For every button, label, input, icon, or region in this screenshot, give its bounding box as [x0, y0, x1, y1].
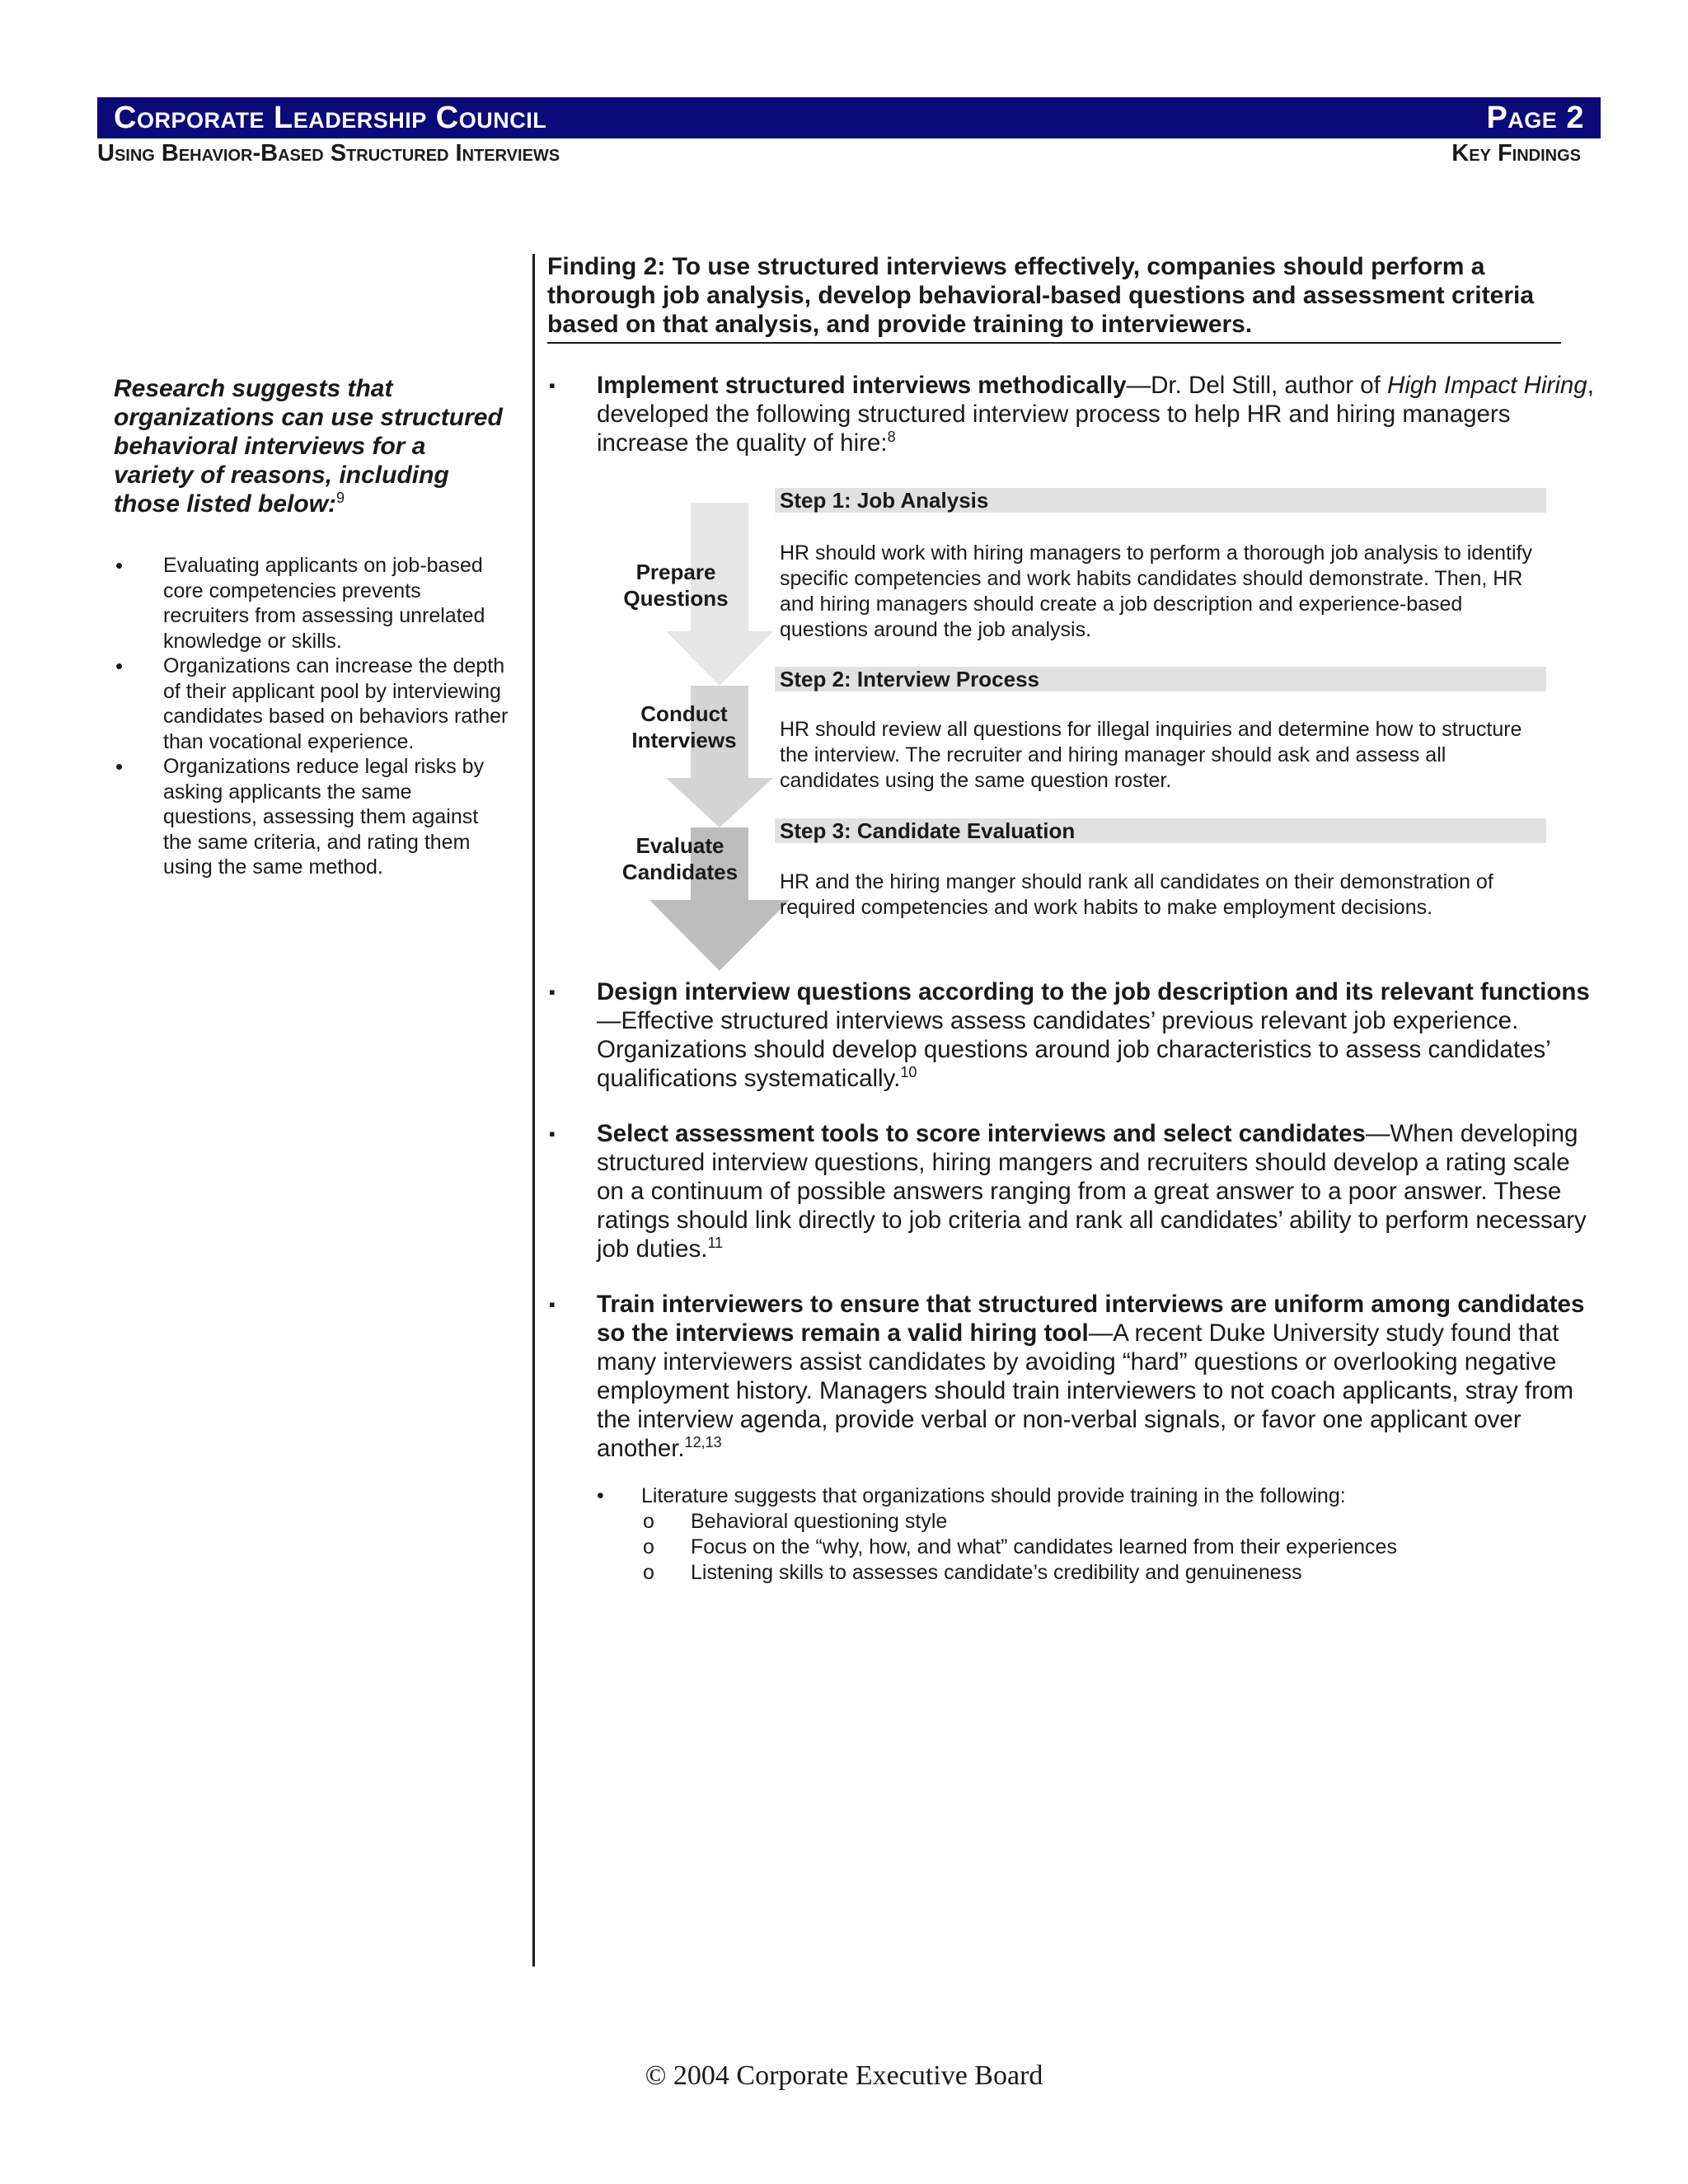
- step-3-title: Step 3: Candidate Evaluation: [775, 818, 1546, 843]
- square-bullet-icon: ▪: [549, 1123, 556, 1144]
- list-item: o Behavioral questioning style: [595, 1509, 1568, 1535]
- square-bullet-icon: ▪: [549, 375, 556, 396]
- list-item: o Listening skills to assesses candidate’s credibility and genuineness: [595, 1560, 1568, 1586]
- square-bullet-icon: ▪: [549, 1294, 556, 1315]
- bullet-select: [547, 1119, 1602, 1263]
- step-2-title: Step 2: Interview Process: [775, 667, 1546, 691]
- list-item: o Focus on the “why, how, and what” candidates learned from their experiences: [595, 1535, 1568, 1560]
- list-item: • Literature suggests that organizations should provide training in the following:: [595, 1483, 1568, 1509]
- finding-heading: Finding 2: To use structured interviews effectively, companies should perform a thorough job analysis, develop behavioral-based questions and assessment criteria based on that analysis, and provide training to interviewers.: [547, 252, 1561, 344]
- bullet-text: —Dr. Del Still, author of: [1126, 372, 1388, 399]
- bullet-train: [547, 1290, 1602, 1463]
- copyright-footer: © 2004 Corporate Executive Board: [645, 2060, 1043, 2091]
- list-item: • Evaluating applicants on job-based core competencies prevents recruiters from assessing unrelated knowledge or skills.: [114, 553, 509, 654]
- step-2-text: HR should review all questions for illegal inquiries and determine how to structure the interview. The recruiter and hiring manager should ask and assess all candidates using the same question roster.: [780, 718, 1522, 792]
- bullet-lead: Train interviewers to ensure that structured interviews are uniform among candidates so the interviews remain a valid hiring tool: [597, 1291, 1585, 1347]
- book-title: High Impact Hiring: [1387, 372, 1587, 399]
- bullet-lead: Design interview questions according to the job description and its relevant functions: [597, 978, 1590, 1005]
- org-name: Corporate Leadership Council: [114, 100, 547, 135]
- section-label: Key Findings: [1451, 140, 1581, 166]
- bullet-text: —When developing structured interview questions, hiring mangers and recruiters should develop a rating scale on a continuum of possible answers ranging from a great answer to a poor answer. These ratings should link directly to job criteria and rank all candidates’ ability to perform necessary job duties.: [597, 1120, 1587, 1263]
- bullet-text: —Effective structured interviews assess candidates’ previous relevant job experience. Organizations should develop questions around job characteristics to assess candidates’ qualifications systematically.: [597, 1007, 1550, 1092]
- training-list: [595, 1483, 1568, 1586]
- footnote-ref: 12,13: [684, 1434, 722, 1451]
- bullet-lead: Select assessment tools to score interviews and select candidates: [597, 1120, 1366, 1147]
- page-label: Page 2: [1486, 100, 1584, 135]
- footnote-ref: 9: [336, 490, 345, 506]
- step-1-text: HR should work with hiring managers to perform a thorough job analysis to identify specific competencies and work habits candidates should demonstrate. Then, HR and hiring managers should create a job description and experience-based questions around the job analysis.: [780, 541, 1532, 641]
- list-item: • Organizations can increase the depth of their applicant pool by interviewing candidates based on behaviors rather than vocational experience.: [114, 654, 509, 754]
- step-1-title: Step 1: Job Analysis: [775, 488, 1546, 513]
- stage-evaluate: Evaluate Candidates: [621, 833, 738, 884]
- bullet-text: , developed the following structured interview process to help HR and hiring managers increase the quality of hire:: [597, 372, 1594, 457]
- stage-conduct: Conduct Interviews: [631, 701, 737, 752]
- bullet-lead: Implement structured interviews methodically: [597, 372, 1127, 399]
- bullet-text: —A recent Duke University study found that many interviewers assist candidates by avoiding “hard” questions or overlooking negative employment history. Managers should train interviewers to not coach applicants, stray from the interview agenda, provide verbal or non-verbal signals, or favor one applicant over another.: [597, 1319, 1573, 1462]
- bullet-design: [547, 977, 1602, 1093]
- footnote-ref: 10: [900, 1064, 917, 1081]
- footnote-ref: 8: [887, 429, 896, 446]
- list-item: • Organizations reduce legal risks by asking applicants the same questions, assessing them against the same criteria, and rating them using the same method.: [114, 754, 509, 880]
- stage-prepare: Prepare Questions: [623, 560, 729, 611]
- sidebar-intro: Research suggests that organizations can use structured behavioral interviews for a variety of reasons, including those listed below:$^9$: [114, 375, 503, 518]
- footnote-ref: 11: [707, 1235, 724, 1252]
- step-3-text: HR and the hiring manger should rank all candidates on their demonstration of required competencies and work habits to make employment decisions.: [780, 870, 1493, 919]
- report-title: Using Behavior-Based Structured Interviews: [97, 140, 560, 166]
- square-bullet-icon: ▪: [549, 982, 556, 1002]
